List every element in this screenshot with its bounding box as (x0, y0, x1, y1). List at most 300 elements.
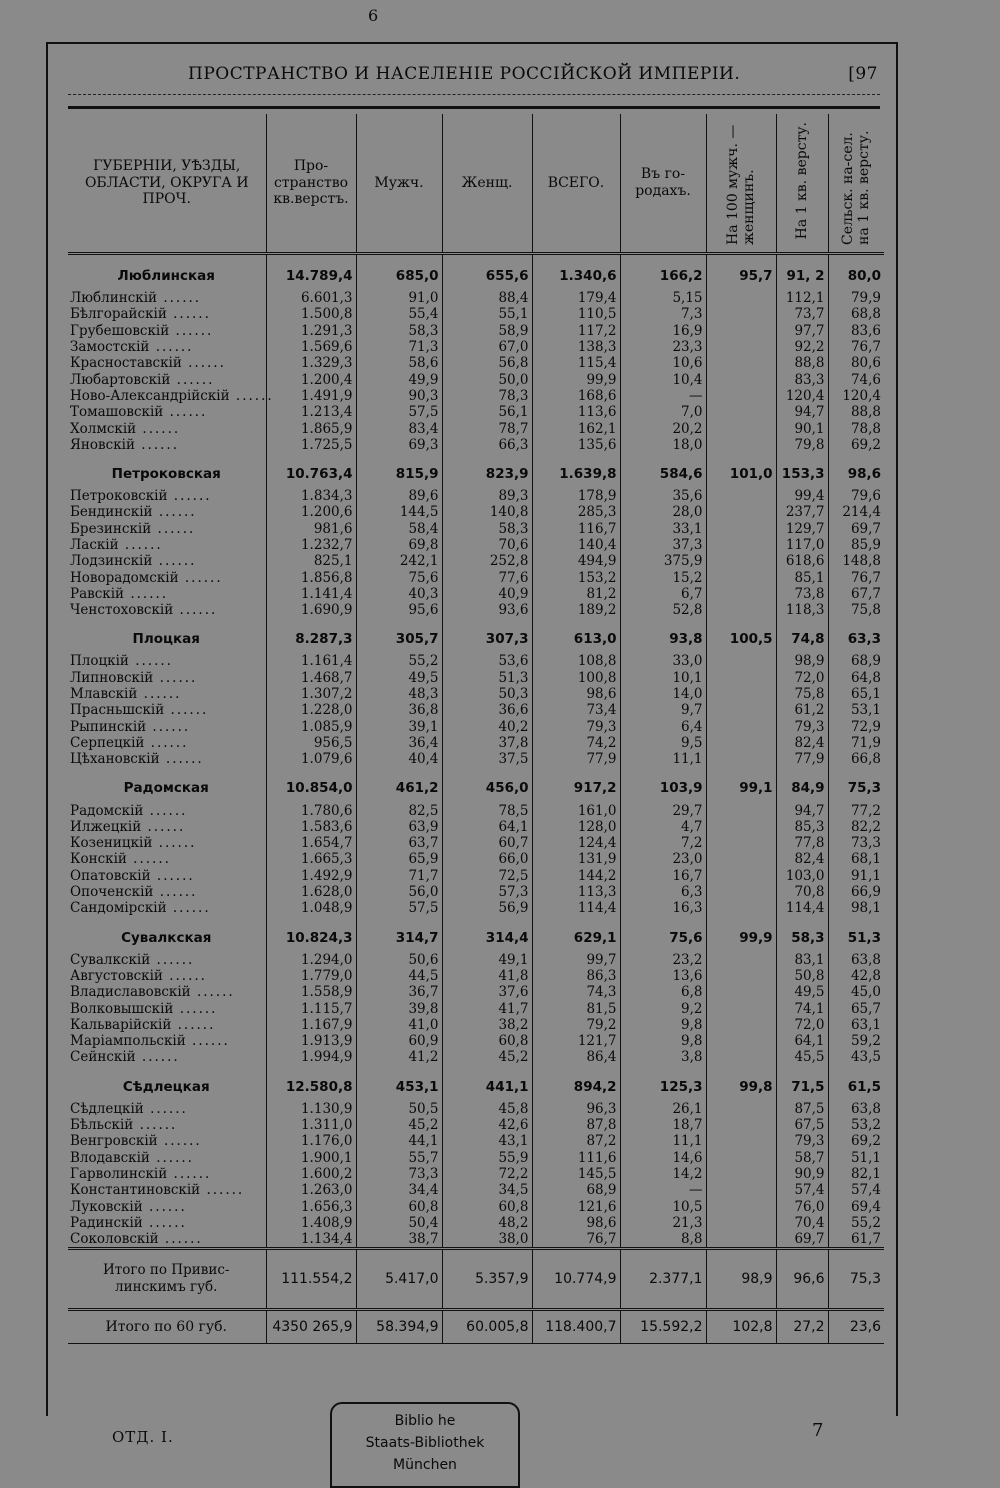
cell-density: 87,5 (776, 1101, 828, 1117)
cell-women-per-100 (706, 569, 776, 585)
cell-male: 34,4 (356, 1182, 442, 1198)
cell-male: 453,1 (356, 1066, 442, 1101)
cell-urban: 18,7 (620, 1117, 706, 1133)
gubernia-row (68, 453, 884, 488)
cell-density: 82,4 (776, 735, 828, 751)
cell-female: 40,9 (442, 586, 532, 602)
cell-total: 115,4 (532, 355, 620, 371)
cell-female: 307,3 (442, 618, 532, 653)
cell-name-text: Цѣхановскій (70, 751, 160, 768)
cell-area: 1.294,0 (266, 952, 356, 968)
cell-name-text: Луковскій (70, 1198, 143, 1215)
cell-area: 1.311,0 (266, 1117, 356, 1133)
cell-area: 1.628,0 (266, 884, 356, 900)
cell-male: 36,7 (356, 984, 442, 1000)
cell-name (68, 819, 266, 835)
cell-area: 14.789,4 (266, 254, 356, 291)
col-header-female: Женщ. (442, 114, 532, 254)
table-row (68, 488, 884, 504)
cell-area: 1.307,2 (266, 686, 356, 702)
leader-dots: ...... (170, 371, 215, 388)
cell-area: 6.601,3 (266, 290, 356, 306)
cell-urban: 13,6 (620, 968, 706, 984)
cell-area: 1.048,9 (266, 900, 356, 916)
cell-name-text: Петроковская (111, 465, 221, 482)
leader-dots: ...... (200, 1182, 245, 1199)
leader-dots: ...... (163, 404, 208, 421)
col-header-density-text: На 1 кв. версту. (793, 121, 810, 240)
cell-women-per-100 (706, 1215, 776, 1231)
cell-total: 81,2 (532, 586, 620, 602)
cell-area: 1.583,6 (266, 819, 356, 835)
cell-women-per-100 (706, 553, 776, 569)
cell-women-per-100 (706, 851, 776, 867)
cell-rural-density: 80,0 (847, 268, 881, 284)
cell-women-per-100 (706, 884, 776, 900)
cell-rural-density: 61,5 (847, 1078, 881, 1095)
cell-women-per-100 (706, 653, 776, 669)
cell-rural-density: 76,7 (850, 569, 881, 586)
cell-density: 27,2 (776, 1310, 828, 1344)
cell-rural-density: 23,6 (828, 1310, 884, 1344)
leader-dots: ...... (157, 1133, 202, 1150)
stamp-line-1: Biblio he (394, 1413, 456, 1429)
cell-women-per-100: 99,9 (706, 917, 776, 952)
cell-total: 111,6 (532, 1149, 620, 1165)
cell-women-per-100 (706, 686, 776, 702)
cell-rural-density: 69,2 (850, 436, 881, 453)
cell-women-per-100 (706, 521, 776, 537)
cell-total: 153,2 (532, 569, 620, 585)
leader-dots: ...... (164, 702, 209, 719)
cell-area: 1.167,9 (266, 1017, 356, 1033)
cell-women-per-100: 102,8 (706, 1310, 776, 1344)
cell-density: 58,3 (776, 917, 828, 952)
leader-dots: ...... (143, 802, 188, 819)
leader-dots: ...... (173, 602, 218, 619)
stamp-line-2: Staats-Bibliothek (365, 1435, 485, 1451)
cell-name-text: Бѣлгорайскій (70, 306, 167, 323)
cell-name-text: Замостскій (70, 339, 150, 356)
cell-male: 65,9 (356, 851, 442, 867)
cell-male: 63,7 (356, 835, 442, 851)
cell-name-text: Конскій (70, 851, 127, 868)
cell-urban: 6,3 (620, 884, 706, 900)
cell-urban: 10,5 (620, 1198, 706, 1214)
table-row (68, 339, 884, 355)
cell-rural-density: 63,3 (847, 631, 881, 648)
cell-density: 120,4 (776, 388, 828, 404)
cell-density: 85,1 (776, 569, 828, 585)
cell-female: 50,3 (442, 686, 532, 702)
table-row (68, 586, 884, 602)
cell-name-text: Гарволинскій (70, 1165, 168, 1182)
cell-area: 1.263,0 (266, 1182, 356, 1198)
page-title: ПРОСТРАНСТВО И НАСЕЛЕНІЕ РОССІЙСКОЙ ИМПЕРІИ. (188, 64, 741, 84)
cell-density: 72,0 (776, 1017, 828, 1033)
cell-women-per-100 (706, 1117, 776, 1133)
cell-name (68, 404, 266, 420)
cell-rural-density: 69,4 (850, 1198, 881, 1215)
table-row (68, 1117, 884, 1133)
cell-female: 60,8 (442, 1198, 532, 1214)
cell-women-per-100 (706, 1133, 776, 1149)
cell-female: 78,5 (442, 802, 532, 818)
cell-female: 78,3 (442, 388, 532, 404)
leader-dots: ...... (142, 1198, 187, 1215)
cell-area: 1.491,9 (266, 388, 356, 404)
cell-density: 83,1 (776, 952, 828, 968)
cell-female: 67,0 (442, 339, 532, 355)
leader-dots: ...... (126, 851, 171, 868)
cell-total: 121,7 (532, 1033, 620, 1049)
leader-dots: ...... (150, 951, 195, 968)
cell-women-per-100 (706, 371, 776, 387)
cell-area: 10.824,3 (266, 917, 356, 952)
cell-female: 53,6 (442, 653, 532, 669)
cell-rural-density: 42,8 (850, 967, 881, 984)
cell-density: 91, 2 (776, 254, 828, 291)
cell-urban: — (620, 388, 706, 404)
table-row (68, 900, 884, 916)
total-row-privislinsk (68, 1249, 884, 1310)
cell-total: 189,2 (532, 602, 620, 618)
cell-name: Итого по Привис-линскимъ губ. (68, 1249, 266, 1310)
cell-name (68, 355, 266, 371)
cell-area: 1.492,9 (266, 868, 356, 884)
cell-women-per-100 (706, 404, 776, 420)
cell-male: 144,5 (356, 504, 442, 520)
table-row (68, 751, 884, 767)
cell-name (68, 1000, 266, 1016)
cell-density: 77,9 (776, 751, 828, 767)
cell-women-per-100 (706, 437, 776, 453)
cell-density: 118,3 (776, 602, 828, 618)
cell-total: 96,3 (532, 1101, 620, 1117)
cell-total: 73,4 (532, 702, 620, 718)
cell-women-per-100 (706, 1033, 776, 1049)
cell-name (68, 1017, 266, 1033)
cell-rural-density: 74,6 (850, 371, 881, 388)
col-header-density (776, 114, 828, 254)
table-row (68, 569, 884, 585)
cell-density: 74,8 (776, 618, 828, 653)
cell-name-text: Венгровскій (70, 1133, 158, 1150)
leader-dots: ...... (166, 900, 211, 917)
cell-female: 57,3 (442, 884, 532, 900)
cell-area: 1.200,4 (266, 371, 356, 387)
cell-women-per-100 (706, 751, 776, 767)
table-row (68, 521, 884, 537)
cell-rural-density: 63,8 (850, 1100, 881, 1117)
leader-dots: ...... (157, 290, 202, 307)
cell-name-text: Волковышскій (70, 1000, 174, 1017)
table-row (68, 868, 884, 884)
table-row (68, 686, 884, 702)
cell-name-text: Брезинскій (70, 520, 152, 537)
cell-density: 129,7 (776, 521, 828, 537)
cell-women-per-100 (706, 819, 776, 835)
table-row (68, 735, 884, 751)
cell-male: 815,9 (356, 453, 442, 488)
cell-female: 45,2 (442, 1049, 532, 1065)
cell-name (68, 802, 266, 818)
table-row (68, 884, 884, 900)
footer-section-label: ОТД. I. (112, 1428, 174, 1446)
cell-rural-density: 98,6 (847, 465, 881, 482)
cell-density: 103,0 (776, 868, 828, 884)
cell-women-per-100 (706, 1017, 776, 1033)
cell-density: 67,5 (776, 1117, 828, 1133)
cell-name-text: Млавскій (70, 686, 138, 703)
cell-women-per-100 (706, 355, 776, 371)
cell-female: 314,4 (442, 917, 532, 952)
cell-name (68, 602, 266, 618)
cell-density: 58,7 (776, 1149, 828, 1165)
cell-female: 41,8 (442, 968, 532, 984)
cell-area: 1.141,4 (266, 586, 356, 602)
cell-urban: 35,6 (620, 488, 706, 504)
cell-urban: 9,5 (620, 735, 706, 751)
cell-rural-density: 68,8 (850, 306, 881, 323)
cell-name (68, 751, 266, 767)
cell-male: 75,6 (356, 569, 442, 585)
cell-area: 1.569,6 (266, 339, 356, 355)
cell-area: 1.558,9 (266, 984, 356, 1000)
cell-area: 8.287,3 (266, 618, 356, 653)
cell-male: 89,6 (356, 488, 442, 504)
cell-name (68, 735, 266, 751)
cell-total: 98,6 (532, 1215, 620, 1231)
cell-male: 58,6 (356, 355, 442, 371)
cell-name-text: Ласкій (70, 537, 119, 553)
cell-rural-density: 61,7 (850, 1231, 881, 1248)
cell-density: 61,2 (776, 702, 828, 718)
cell-rural-density: 55,2 (850, 1214, 881, 1231)
cell-male: 60,9 (356, 1033, 442, 1049)
cell-name (68, 653, 266, 669)
cell-rural-density: 68,9 (850, 653, 881, 670)
cell-name (68, 290, 266, 306)
col-header-urban: Въ го-родахъ. (620, 114, 706, 254)
leader-dots: ...... (136, 420, 181, 437)
table-row (68, 1133, 884, 1149)
table-row (68, 504, 884, 520)
cell-women-per-100 (706, 1182, 776, 1198)
leader-dots: ...... (150, 867, 195, 884)
cell-rural-density: 45,0 (850, 984, 881, 1001)
cell-women-per-100 (706, 339, 776, 355)
cell-total: 74,2 (532, 735, 620, 751)
cell-name (68, 835, 266, 851)
stamp-line-3: München (393, 1457, 457, 1473)
cell-rural-density: 214,4 (842, 504, 881, 521)
cell-rural-density: 65,1 (850, 686, 881, 703)
cell-female: 66,0 (442, 851, 532, 867)
col-header-women-per-100 (706, 114, 776, 254)
col-header-rural-density-text: Сельск. на-сел. на 1 кв. версту. (840, 130, 873, 245)
cell-urban: 10,6 (620, 355, 706, 371)
cell-urban: 26,1 (620, 1101, 706, 1117)
cell-female: 93,6 (442, 602, 532, 618)
cell-rural-density: 83,6 (850, 322, 881, 339)
leader-dots: ...... (134, 436, 179, 453)
cell-urban: 23,2 (620, 952, 706, 968)
cell-urban: 10,1 (620, 670, 706, 686)
cell-female: 56,9 (442, 900, 532, 916)
cell-male: 90,3 (356, 388, 442, 404)
leader-dots: ...... (135, 1049, 180, 1066)
cell-female: 58,3 (442, 521, 532, 537)
cell-area: 1.228,0 (266, 702, 356, 718)
cell-female: 50,0 (442, 371, 532, 387)
leader-dots: ...... (144, 734, 189, 751)
cell-name (68, 420, 266, 436)
cell-total: 128,0 (532, 819, 620, 835)
cell-area: 1.468,7 (266, 670, 356, 686)
cell-area: 111.554,2 (266, 1249, 356, 1310)
cell-male: 314,7 (356, 917, 442, 952)
cell-women-per-100: 100,5 (706, 618, 776, 653)
cell-total: 145,5 (532, 1166, 620, 1182)
cell-area: 1.291,3 (266, 323, 356, 339)
table-row (68, 1198, 884, 1214)
cell-total: 68,9 (532, 1182, 620, 1198)
cell-women-per-100 (706, 702, 776, 718)
cell-urban: 584,6 (620, 453, 706, 488)
cell-rural-density: 57,4 (850, 1182, 881, 1199)
cell-rural-density: 66,9 (850, 884, 881, 901)
cell-urban: 166,2 (620, 254, 706, 291)
cell-urban: 18,0 (620, 437, 706, 453)
cell-density: 88,8 (776, 355, 828, 371)
cell-rural-density: 66,8 (850, 751, 881, 768)
cell-male: 69,8 (356, 537, 442, 553)
cell-density: 64,1 (776, 1033, 828, 1049)
cell-male: 40,3 (356, 586, 442, 602)
leader-dots: ...... (185, 1033, 230, 1050)
cell-name (68, 537, 266, 553)
cell-total: 124,4 (532, 835, 620, 851)
cell-total: 99,9 (532, 371, 620, 387)
cell-name (68, 569, 266, 585)
cell-male: 57,5 (356, 900, 442, 916)
cell-women-per-100 (706, 537, 776, 553)
table-row (68, 306, 884, 322)
cell-urban: 8,8 (620, 1231, 706, 1249)
cell-total: 86,4 (532, 1049, 620, 1065)
cell-male: 63,9 (356, 819, 442, 835)
cell-female: 55,1 (442, 306, 532, 322)
cell-total: 10.774,9 (532, 1249, 620, 1310)
cell-total: 161,0 (532, 802, 620, 818)
cell-total: 79,2 (532, 1017, 620, 1033)
cell-name (68, 968, 266, 984)
cell-density: 114,4 (776, 900, 828, 916)
leader-dots: ...... (181, 355, 226, 372)
cell-male: 49,9 (356, 371, 442, 387)
cell-name: Итого по 60 губ. (68, 1310, 266, 1344)
cell-name-text: Красноставскій (70, 355, 182, 372)
table-row (68, 802, 884, 818)
cell-urban: 125,3 (620, 1066, 706, 1101)
cell-total: 1.340,6 (532, 254, 620, 291)
cell-female: 58,9 (442, 323, 532, 339)
cell-name-text: Плоцкій (70, 653, 129, 670)
cell-name-text: Сѣдлецкій (70, 1100, 144, 1117)
cell-female: 51,3 (442, 670, 532, 686)
cell-name-text: Плоцкая (132, 631, 200, 648)
cell-female: 49,1 (442, 952, 532, 968)
table-row (68, 835, 884, 851)
cell-total: 144,2 (532, 868, 620, 884)
leader-dots: ...... (128, 653, 173, 670)
cell-name (68, 323, 266, 339)
cell-male: 41,0 (356, 1017, 442, 1033)
table-row (68, 1017, 884, 1033)
cell-urban: 52,8 (620, 602, 706, 618)
cell-area: 1.232,7 (266, 537, 356, 553)
cell-name-text: Рыпинскій (70, 718, 147, 735)
col-header-area: Про-странство кв.верстъ. (266, 114, 356, 254)
cell-total: 1.639,8 (532, 453, 620, 488)
cell-rural-density: 69,2 (850, 1133, 881, 1150)
cell-female: 55,9 (442, 1149, 532, 1165)
cell-women-per-100 (706, 504, 776, 520)
cell-male: 50,4 (356, 1215, 442, 1231)
cell-male: 461,2 (356, 767, 442, 802)
table-row (68, 1215, 884, 1231)
cell-rural-density: 43,5 (850, 1049, 881, 1066)
cell-urban: 7,3 (620, 306, 706, 322)
cell-rural-density: 51,1 (850, 1149, 881, 1166)
cell-density: 153,3 (776, 453, 828, 488)
cell-density: 70,8 (776, 884, 828, 900)
cell-name-text: Ново-Александрійскій (70, 387, 230, 404)
cell-area: 1.654,7 (266, 835, 356, 851)
table-row (68, 1033, 884, 1049)
cell-urban: 16,9 (620, 323, 706, 339)
table-row (68, 437, 884, 453)
cell-women-per-100 (706, 586, 776, 602)
cell-area: 1.665,3 (266, 851, 356, 867)
cell-name-text: Соколовскій (70, 1231, 159, 1248)
cell-women-per-100 (706, 1231, 776, 1249)
leader-dots: ...... (169, 322, 214, 339)
cell-women-per-100: 101,0 (706, 453, 776, 488)
cell-name-text: Люблинскій (70, 290, 158, 307)
cell-male: 73,3 (356, 1166, 442, 1182)
cell-area: 1.329,3 (266, 355, 356, 371)
cell-name (68, 1101, 266, 1117)
cell-female: 823,9 (442, 453, 532, 488)
cell-rural-density: 79,6 (850, 488, 881, 505)
cell-density: 75,8 (776, 686, 828, 702)
cell-area: 1.500,8 (266, 306, 356, 322)
cell-total: 100,8 (532, 670, 620, 686)
cell-area: 981,6 (266, 521, 356, 537)
col-header-rural-density (828, 114, 884, 254)
cell-female: 60,8 (442, 1033, 532, 1049)
gubernia-row (68, 618, 884, 653)
cell-area: 1.690,9 (266, 602, 356, 618)
table-row (68, 1049, 884, 1065)
cell-women-per-100 (706, 290, 776, 306)
table-row (68, 1101, 884, 1117)
cell-name (68, 917, 266, 952)
leader-dots: ...... (158, 1231, 203, 1248)
leader-dots: ...... (141, 818, 186, 835)
